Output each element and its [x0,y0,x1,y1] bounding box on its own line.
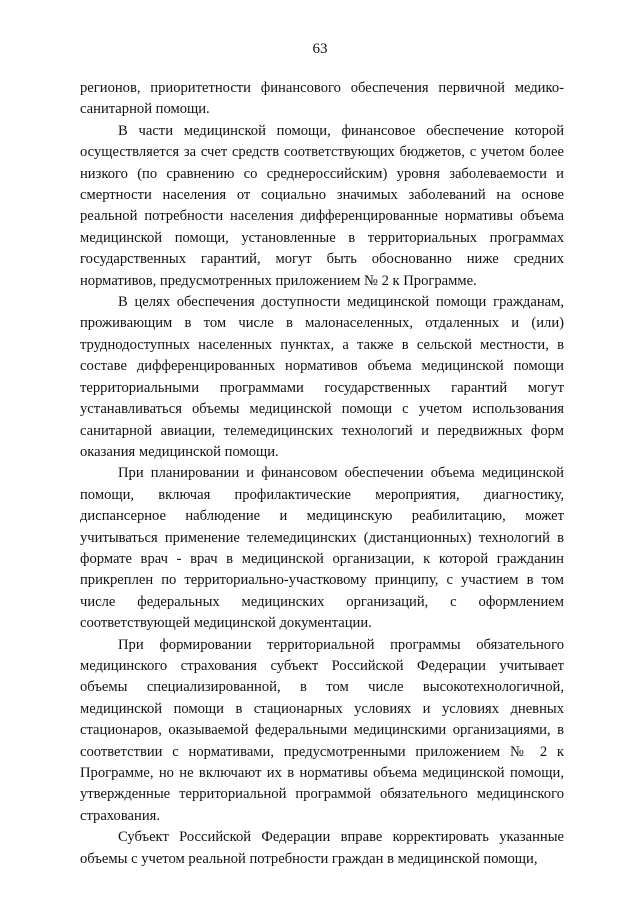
paragraph-insurance-program: При формировании территориальной программы обязательного медицинского страхования субъект Российской Федерации учитывает объемы специализированной, в том числе высокотехнологичной, медицинской помощи в стационарных условиях и условиях дневных стационаров, оказываемой федеральными медицинскими организациями, в соответствии с нормативами, предусмотренными приложением № 2 к Программе, но не включают их в нормативы объема медицинской помощи, утвержденные территориальной программой обязательного медицинского страхования. [80,636,564,824]
paragraph-telemedicine: При планировании и финансовом обеспечении объема медицинской помощи, включая профилактические мероприятия, диагностику, диспансерное наблюдение и медицинскую реабилитацию, может учитываться применение телемедицинских (дистанционных) технологий в формате врач - врач в медицинской организации, к которой гражданин прикреплен по территориально-участковому принципу, с участием в том числе федеральных медицинских организаций, с оформлением соответствующей медицинской документации. [80,465,564,632]
page-number: 63 [312,41,328,57]
paragraph-adjustment: Субъект Российской Федерации вправе корректировать указанные объемы с учетом реальной потребности граждан в медицинской помощи, [80,829,564,867]
document-body [80,78,564,870]
paragraph-accessibility: В целях обеспечения доступности медицинской помощи гражданам, проживающим в том числе в малонаселенных, отдаленных и (или) труднодоступных населенных пунктах, а также в сельской местности, в составе дифференцированных нормативов объема медицинской помощи территориальными программами государственных гарантий могут устанавливаться объемы медицинской помощи с учетом использования санитарной авиации, телемедицинских технологий и передвижных форм оказания медицинской помощи. [80,294,564,460]
paragraph-budget-financing: В части медицинской помощи, финансовое обеспечение которой осуществляется за счет средств соответствующих бюджетов, с учетом более низкого (по сравнению со среднероссийским) уровня заболеваемости и смертности населения от социально значимых заболеваний на основе реальной потребности населения дифференцированные нормативы объема медицинской помощи, установленные в территориальных программах государственных гарантий, могут быть обоснованно ниже средних нормативов, предусмотренных приложением № 2 к Программе. [80,122,564,289]
paragraph-continuation: регионов, приоритетности финансового обеспечения первичной медико-санитарной помощи. [80,80,564,118]
